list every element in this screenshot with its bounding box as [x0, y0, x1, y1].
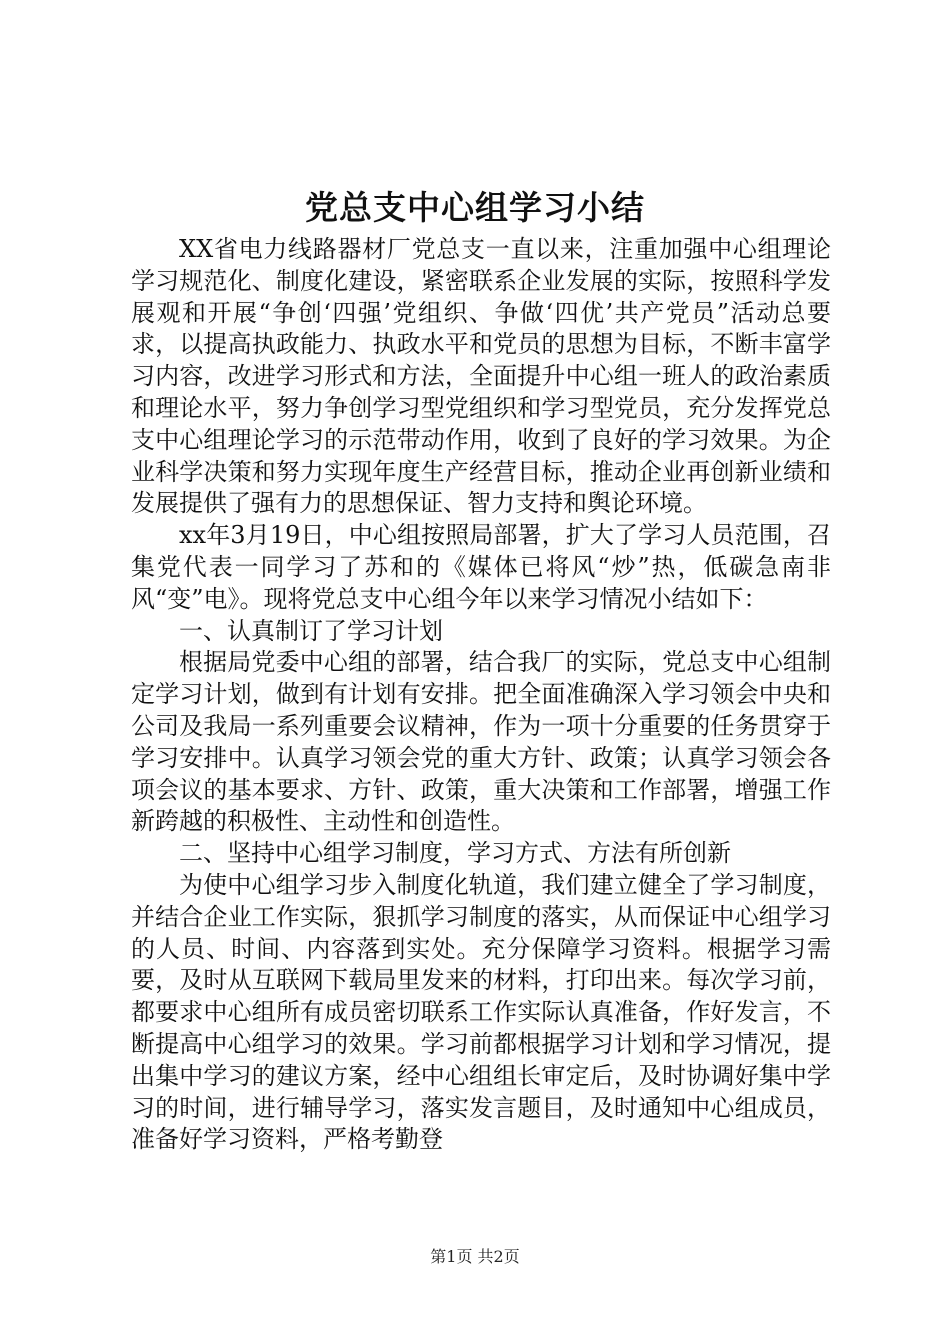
section-1-paragraph: 根据局党委中心组的部署，结合我厂的实际，党总支中心组制定学习计划，做到有计划有安排。把全面准确深入学习领会中央和公司及我局一系列重要会议精神，作为一项十分重要的任务贯穿于学习安排中。认真学习领会党的重大方针、政策；认真学习领会各项会议的基本要求、方针、政策，重大决策和工作部署，增强工作新跨越的积极性、主动性和创造性。: [131, 648, 831, 836]
section-2-heading: 二、坚持中心组学习制度，学习方式、方法有所创新: [179, 839, 731, 868]
section-2-paragraph: 为使中心组学习步入制度化轨道，我们建立健全了学习制度，并结合企业工作实际，狠抓学习制度的落实，从而保证中心组学习的人员、时间、内容落到实处。充分保障学习资料。根据学习需要，及时从互联网下载局里发来的材料，打印出来。每次学习前，都要求中心组所有成员密切联系工作实际认真准备，作好发言，不断提高中心组学习的效果。学习前都根据学习计划和学习情况，提出集中学习的建议方案，经中心组组长审定后，及时协调好集中学习的时间，进行辅导学习，落实发言题目，及时通知中心组成员，准备好学习资料，严格考勤登: [131, 870, 831, 1154]
page-footer: 第1页 共2页: [430, 1247, 520, 1266]
intro-paragraph-1: XX省电力线路器材厂党总支一直以来，注重加强中心组理论学习规范化、制度化建设，紧密联系企业发展的实际，按照科学发展观和开展“争创‘四强’党组织、争做‘四优’共产党员”活动总要求，以提高执政能力、执政水平和党员的思想为目标，不断丰富学习内容，改进学习形式和方法，全面提升中心组一班人的政治素质和理论水平，努力争创学习型党组织和学习型党员，充分发挥党总支中心组理论学习的示范带动作用，收到了良好的学习效果。为企业科学决策和努力实现年度生产经营目标，推动企业再创新业绩和发展提供了强有力的思想保证、智力支持和舆论环境。: [131, 235, 831, 518]
intro-paragraph-2: xx年3月19日，中心组按照局部署，扩大了学习人员范围，召集党代表一同学习了苏和的《媒体已将风“炒”热，低碳急南非风“变”电》。现将党总支中心组今年以来学习情况小结如下：: [131, 521, 831, 613]
document-body: [131, 234, 831, 1156]
section-1-heading: 一、认真制订了学习计划: [179, 616, 443, 645]
document-title: 党总支中心组学习小结: [305, 188, 645, 227]
